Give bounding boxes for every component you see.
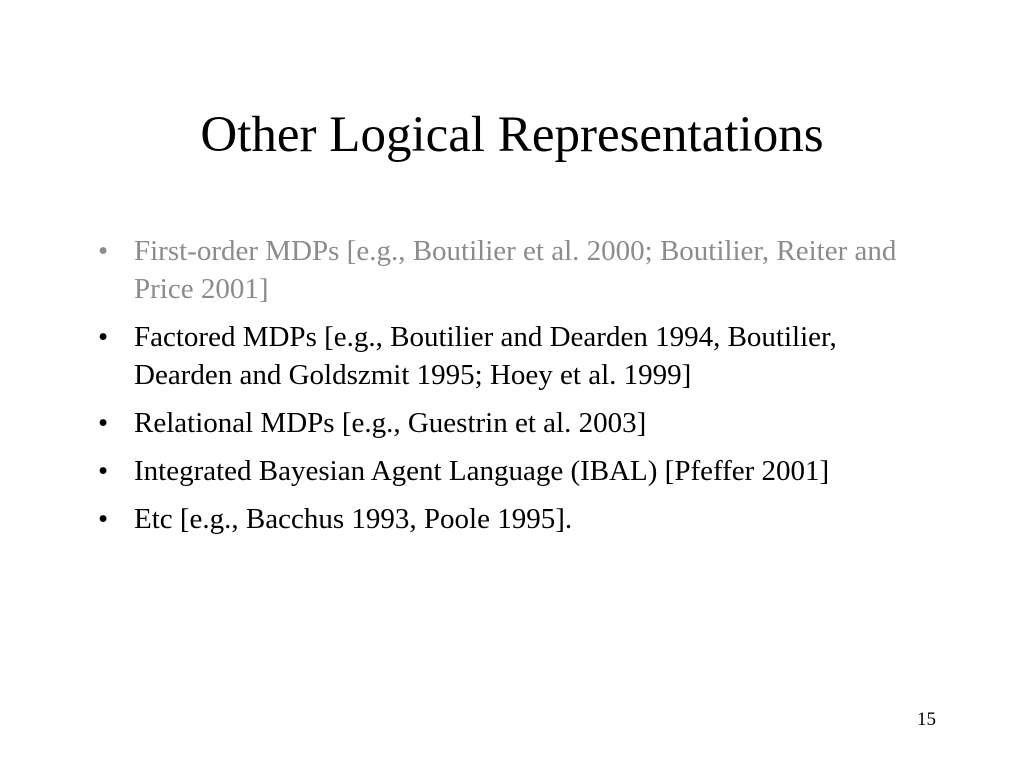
slide-title: Other Logical Representations	[200, 107, 824, 163]
bullet-icon: •	[98, 321, 109, 353]
bullet-text: First-order MDPs [e.g., Boutilier et al. 2000; Boutilier, Reiter and Price 2001]	[134, 235, 897, 305]
bullet-text: Integrated Bayesian Agent Language (IBAL) [Pfeffer 2001]	[134, 455, 830, 487]
bullet-item-etc	[98, 500, 898, 538]
bullet-icon: •	[98, 235, 109, 267]
bullet-icon: •	[98, 455, 109, 487]
bullet-icon: •	[98, 407, 109, 439]
bullet-item-factored-mdps	[98, 318, 898, 394]
bullet-list	[98, 232, 898, 548]
bullet-icon: •	[98, 503, 109, 535]
bullet-text: Factored MDPs [e.g., Boutilier and Dearden 1994, Boutilier, Dearden and Goldszmit 1995; Hoey et al. 1999]	[134, 321, 837, 391]
bullet-text: Etc [e.g., Bacchus 1993, Poole 1995].	[134, 503, 573, 535]
page-number: 15	[917, 709, 936, 730]
bullet-item-relational-mdps	[98, 404, 898, 442]
bullet-item-first-order-mdps	[98, 232, 898, 308]
bullet-item-ibal	[98, 452, 898, 490]
bullet-text: Relational MDPs [e.g., Guestrin et al. 2003]	[134, 407, 647, 439]
